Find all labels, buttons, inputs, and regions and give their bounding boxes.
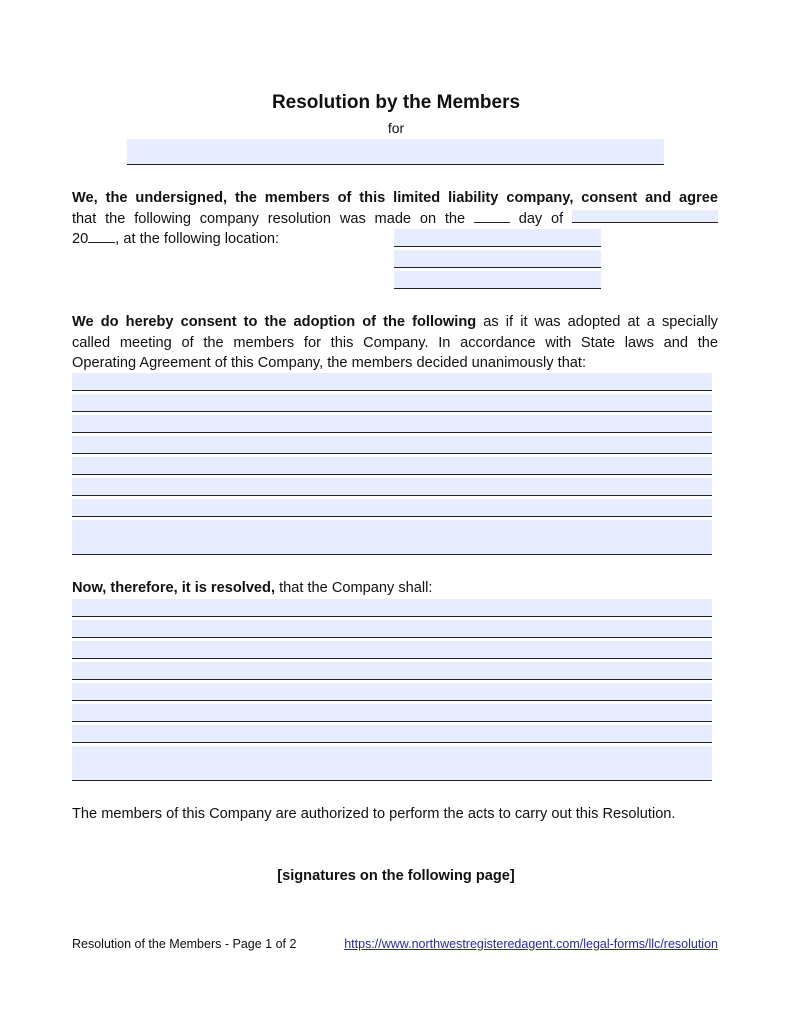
- resolved-paragraph: [72, 578, 718, 599]
- decision-line-1[interactable]: [72, 373, 712, 391]
- resolved-rest: that the Company shall:: [279, 580, 433, 596]
- resolution-line-6[interactable]: [72, 704, 712, 722]
- intro-line-1: We, the undersigned, the members of this limited liability company, consent and agree: [72, 190, 718, 206]
- consent-paragraph: [72, 312, 718, 374]
- signatures-note: [signatures on the following page]: [277, 868, 515, 884]
- decision-line-3[interactable]: [72, 415, 712, 433]
- intro-line-2-text-b: day of: [518, 210, 564, 227]
- resolution-line-4[interactable]: [72, 662, 712, 680]
- month-field[interactable]: [572, 210, 718, 223]
- footer-url-link[interactable]: https://www.northwestregisteredagent.com/legal-forms/llc/resolution: [344, 937, 718, 951]
- location-field-3[interactable]: [394, 271, 601, 289]
- location-field-1[interactable]: [394, 229, 601, 247]
- year-prefix: 20: [72, 231, 89, 247]
- consent-rest: as if it was adopted at a specially: [483, 314, 718, 330]
- intro-line-2: [72, 209, 718, 230]
- resolution-line-8[interactable]: [72, 746, 712, 764]
- footer-page-label: Resolution of the Members - Page 1 of 2: [72, 937, 297, 951]
- resolution-line-5[interactable]: [72, 683, 712, 701]
- document-title: Resolution by the Members: [271, 92, 521, 113]
- decision-line-6[interactable]: [72, 478, 712, 496]
- decision-line-7[interactable]: [72, 499, 712, 517]
- decision-line-2[interactable]: [72, 394, 712, 412]
- consent-line-2: called meeting of the members for this Company. In accordance with State laws and the: [72, 334, 718, 351]
- consent-line-3: Operating Agreement of this Company, the members decided unanimously that:: [72, 355, 587, 371]
- resolution-line-9[interactable]: [72, 763, 712, 781]
- decision-line-4[interactable]: [72, 436, 712, 454]
- resolution-line-2[interactable]: [72, 620, 712, 638]
- resolution-line-7[interactable]: [72, 725, 712, 743]
- resolution-line-3[interactable]: [72, 641, 712, 659]
- consent-bold: We do hereby consent to the adoption of the following: [72, 314, 477, 330]
- resolution-line-1[interactable]: [72, 599, 712, 617]
- intro-line-2-text-a: that the following company resolution was made on the: [72, 210, 466, 227]
- decision-line-5[interactable]: [72, 457, 712, 475]
- location-label: , at the following location:: [115, 231, 280, 247]
- consent-line-1: [72, 312, 718, 333]
- location-field-2[interactable]: [394, 250, 601, 268]
- resolved-bold: Now, therefore, it is resolved,: [72, 580, 276, 596]
- decision-line-9[interactable]: [72, 537, 712, 555]
- for-label: for: [387, 120, 405, 136]
- day-field[interactable]: [474, 210, 510, 223]
- company-name-field[interactable]: [127, 139, 664, 165]
- authorization-text: The members of this Company are authorized to perform the acts to carry out this Resolution.: [72, 806, 676, 822]
- decision-line-8[interactable]: [72, 520, 712, 538]
- year-field[interactable]: [88, 230, 115, 243]
